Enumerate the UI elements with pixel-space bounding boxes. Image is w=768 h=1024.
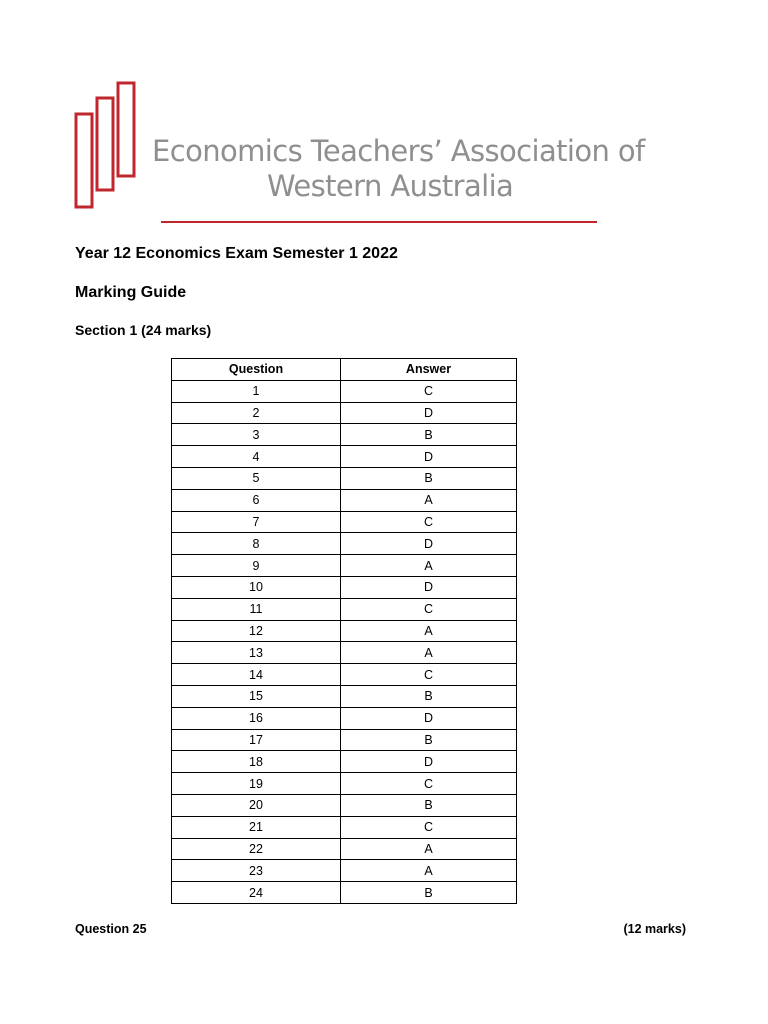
- answer-cell: B: [341, 882, 517, 904]
- answer-table-body: [172, 380, 517, 903]
- table-row: [172, 576, 517, 598]
- association-logo-icon: [74, 81, 138, 209]
- question-number-cell: 2: [172, 402, 341, 424]
- answer-cell: B: [341, 685, 517, 707]
- question-number-cell: 11: [172, 598, 341, 620]
- answer-cell: A: [341, 860, 517, 882]
- association-name: [152, 134, 645, 204]
- table-row: [172, 555, 517, 577]
- question-number-cell: 18: [172, 751, 341, 773]
- table-row: [172, 816, 517, 838]
- table-row: [172, 642, 517, 664]
- question-number-cell: 20: [172, 794, 341, 816]
- question-number-cell: 1: [172, 380, 341, 402]
- answer-cell: D: [341, 707, 517, 729]
- table-row: [172, 511, 517, 533]
- answer-cell: B: [341, 467, 517, 489]
- table-row: [172, 424, 517, 446]
- answer-cell: D: [341, 446, 517, 468]
- answer-cell: A: [341, 838, 517, 860]
- question-number-cell: 22: [172, 838, 341, 860]
- question-number-cell: 16: [172, 707, 341, 729]
- answer-cell: A: [341, 489, 517, 511]
- answer-cell: C: [341, 511, 517, 533]
- question-25-marks: (12 marks): [623, 922, 686, 936]
- marking-guide-heading: Marking Guide: [75, 284, 187, 301]
- answer-cell: D: [341, 533, 517, 555]
- association-name-line2: Western Australia: [267, 169, 514, 203]
- table-row: [172, 729, 517, 751]
- table-row: [172, 533, 517, 555]
- question-number-cell: 6: [172, 489, 341, 511]
- question-number-cell: 7: [172, 511, 341, 533]
- table-row: [172, 751, 517, 773]
- answer-cell: C: [341, 380, 517, 402]
- question-number-cell: 21: [172, 816, 341, 838]
- question-number-cell: 17: [172, 729, 341, 751]
- answer-cell: A: [341, 620, 517, 642]
- answer-cell: D: [341, 751, 517, 773]
- table-row: [172, 402, 517, 424]
- answer-cell: B: [341, 794, 517, 816]
- question-number-cell: 14: [172, 664, 341, 686]
- exam-title: Year 12 Economics Exam Semester 1 2022: [75, 245, 398, 262]
- table-row: [172, 773, 517, 795]
- question-number-cell: 5: [172, 467, 341, 489]
- question-number-cell: 19: [172, 773, 341, 795]
- question-number-cell: 4: [172, 446, 341, 468]
- table-row: [172, 838, 517, 860]
- question-number-cell: 9: [172, 555, 341, 577]
- table-row: [172, 860, 517, 882]
- table-row: [172, 685, 517, 707]
- answer-cell: B: [341, 729, 517, 751]
- question-number-cell: 13: [172, 642, 341, 664]
- table-header-row: [172, 359, 517, 381]
- table-row: [172, 707, 517, 729]
- table-row: [172, 882, 517, 904]
- answer-table: [171, 358, 517, 904]
- header-divider: [161, 221, 597, 223]
- association-name-line1: Economics Teachers’ Association of: [152, 134, 645, 168]
- question-number-cell: 23: [172, 860, 341, 882]
- column-header-answer: Answer: [341, 359, 517, 381]
- answer-cell: C: [341, 773, 517, 795]
- table-row: [172, 489, 517, 511]
- table-row: [172, 664, 517, 686]
- answer-cell: D: [341, 402, 517, 424]
- table-row: [172, 446, 517, 468]
- question-number-cell: 15: [172, 685, 341, 707]
- answer-cell: C: [341, 598, 517, 620]
- table-row: [172, 380, 517, 402]
- question-number-cell: 24: [172, 882, 341, 904]
- question-number-cell: 12: [172, 620, 341, 642]
- question-number-cell: 8: [172, 533, 341, 555]
- question-number-cell: 3: [172, 424, 341, 446]
- table-row: [172, 598, 517, 620]
- answer-cell: C: [341, 816, 517, 838]
- column-header-question: Question: [172, 359, 341, 381]
- answer-cell: D: [341, 576, 517, 598]
- answer-cell: A: [341, 555, 517, 577]
- table-row: [172, 620, 517, 642]
- section-heading: Section 1 (24 marks): [75, 322, 212, 338]
- question-25-label: Question 25: [75, 922, 147, 936]
- answer-cell: C: [341, 664, 517, 686]
- table-row: [172, 467, 517, 489]
- table-row: [172, 794, 517, 816]
- answer-cell: B: [341, 424, 517, 446]
- answer-cell: A: [341, 642, 517, 664]
- question-number-cell: 10: [172, 576, 341, 598]
